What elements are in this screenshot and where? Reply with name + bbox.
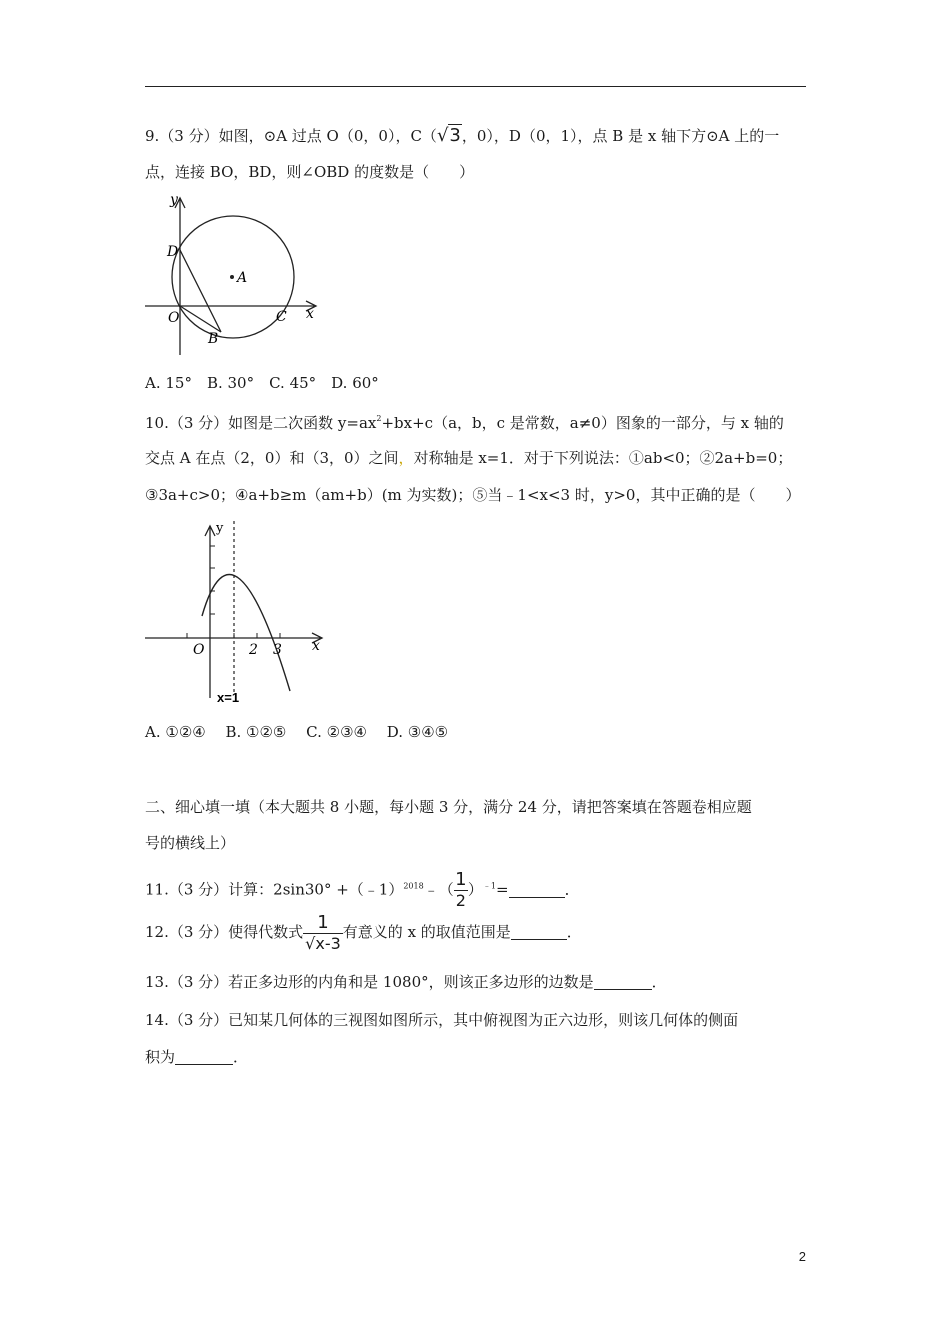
q11-line: 11.（3 分）计算：2sin30° +（﹣1）$^{2018}$﹣（ $\frac{1}{2}$ ）$^{﹣1}$= ． (145, 869, 580, 910)
q14-line1: 14.（3 分）已知某几何体的三视图如图所示，其中俯视图为正六边形，则该几何体的侧面 (145, 1011, 739, 1029)
q12-answer-blank[interactable] (511, 925, 567, 940)
q9-label-b: B (208, 331, 219, 347)
q9-options: A. 15° B. 30° C. 45° D. 60° (145, 374, 379, 392)
q9-label-x: x (306, 306, 314, 322)
q14-line2: 积为 ． (145, 1048, 249, 1066)
q9-circle-figure (140, 190, 325, 360)
q9-line1: 9.（3 分）如图，⊙A 过点 O（0，0），C（√3，0），D（0，1），点 B 是 x 轴下方⊙A 上的一 (145, 125, 780, 146)
q11-answer-blank[interactable] (509, 883, 565, 898)
q10-label-axis: x=1 (217, 690, 240, 705)
q9-line2: 点，连接 BO，BD，则∠OBD 的度数是（ ） (145, 163, 475, 181)
section2-line1: 二、细心填一填（本大题共 8 小题，每小题 3 分，满分 24 分，请把答案填在答题卷相应题 (145, 798, 752, 816)
q12-fraction: $\frac{1}{√x-3}$ (305, 911, 341, 953)
q10-label-2: 2 (249, 642, 258, 658)
q9-label-c: C (276, 309, 287, 325)
q10-line3: ③3a+c>0；④a+b≥m（am+b）(m 为实数)；⑤当﹣1<x<3 时，y>0，其中正确的是（ ） (145, 486, 801, 504)
q13-answer-blank[interactable] (594, 975, 652, 990)
q10-line1: 10.（3 分）如图是二次函数 $y=ax^2+bx+c(a$，b，c 是常数，a≠0）图象的一部分，与 x 轴的 (145, 414, 784, 432)
header-rule (145, 86, 806, 87)
q9-label-d: D (167, 244, 179, 260)
q9-label-y: y (170, 192, 178, 208)
q13-line: 13.（3 分）若正多边形的内角和是 1080°，则该正多边形的边数是 ． (145, 973, 667, 991)
q10-options: A. ①②④ B. ①②⑤ C. ②③④ D. ③④⑤ (145, 723, 449, 741)
sqrt-three: √3 (436, 125, 461, 146)
q10-label-3: 3 (273, 642, 282, 658)
q9-label-o: O (168, 310, 180, 326)
q9-center-dot (230, 275, 234, 279)
q10-label-y: y (216, 521, 224, 536)
q10-line2: 交点 A 在点（2，0）和（3，0）之间，对称轴是 x=1．对于下列说法：①ab<0；②2a+b=0； (145, 449, 793, 467)
q10-label-o: O (193, 642, 205, 658)
q14-answer-blank[interactable] (175, 1050, 233, 1065)
page-number: 2 (798, 1249, 806, 1264)
section2-line2: 号的横线上） (145, 834, 236, 852)
q10-label-x: x (312, 638, 320, 654)
q10-parabola-curve (202, 575, 290, 691)
q12-radical-sign: √ (305, 933, 316, 953)
q12-line: 12.（3 分）使得代数式 $\frac{1}{√x-3}$ 有意义的 x 的取值范围是 ． (145, 911, 582, 953)
q11-fraction: $\frac{1}{2}$ (455, 869, 467, 910)
q10-parabola-figure (140, 516, 330, 706)
q9-label-a: A (237, 270, 248, 286)
